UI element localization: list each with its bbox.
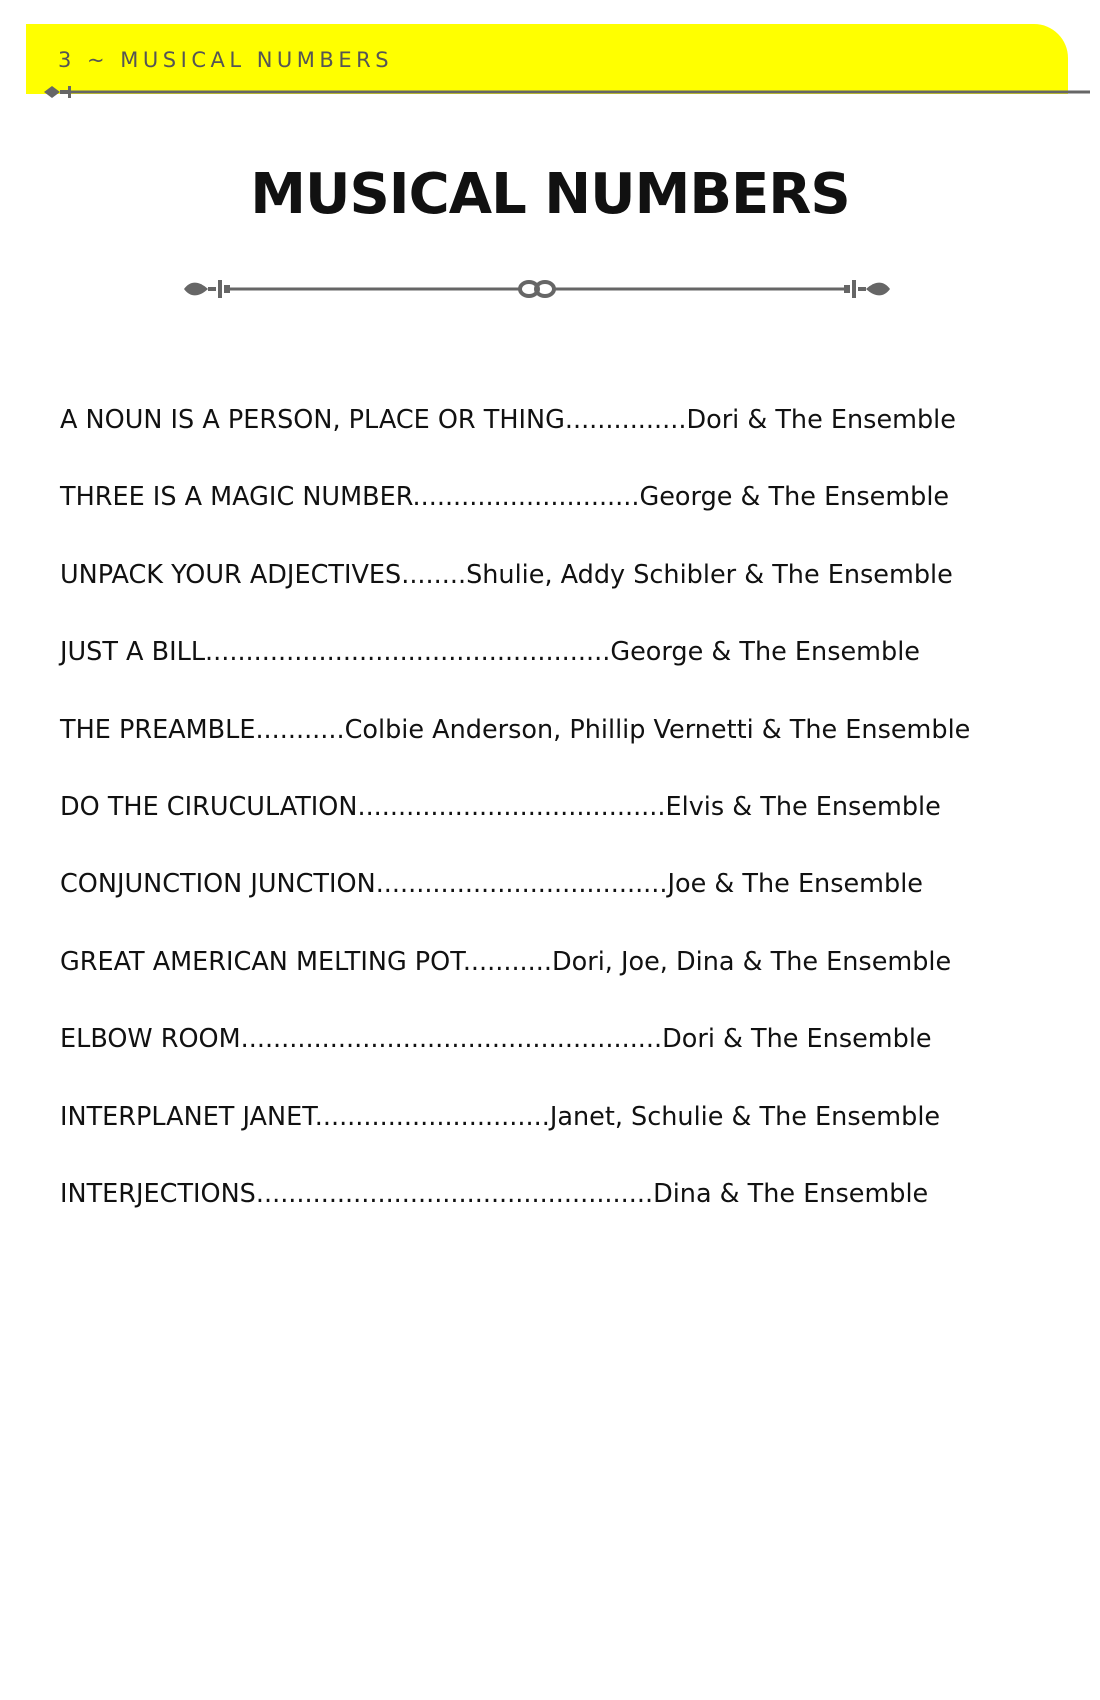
list-item — [60, 1101, 1050, 1182]
song-title: ELBOW ROOM — [60, 1024, 241, 1055]
dot-leader: ...................................... — [357, 791, 666, 822]
song-title: A NOUN IS A PERSON, PLACE OR THING — [60, 405, 565, 435]
song-title: DO THE CIRUCULATION — [60, 791, 358, 822]
list-item — [60, 559, 1050, 640]
performers: Dina & The Ensemble — [653, 1178, 929, 1209]
song-title: THREE IS A MAGIC NUMBER — [60, 482, 413, 513]
performers: George & The Ensemble — [639, 482, 950, 513]
performers: Janet, Schulie & The Ensemble — [549, 1101, 941, 1132]
list-item — [60, 1024, 1050, 1104]
performers: Dori, Joe, Dina & The Ensemble — [551, 946, 952, 977]
list-item — [60, 405, 1050, 485]
performers: Joe & The Ensemble — [667, 869, 923, 900]
list-item — [60, 791, 1050, 872]
dot-leader: ............... — [564, 405, 687, 435]
header-rule-ornament — [44, 84, 1090, 100]
dot-leader: ........... — [462, 946, 552, 977]
page-title: MUSICAL NUMBERS — [250, 162, 850, 227]
dot-leader: ........... — [255, 714, 345, 745]
performers: Colbie Anderson, Phillip Vernetti & The Ensemble — [344, 714, 971, 745]
dot-leader: ............................ — [412, 482, 640, 513]
song-title: CONJUNCTION JUNCTION — [60, 869, 376, 900]
musical-numbers-list — [60, 405, 1050, 1259]
song-title: INTERPLANET JANET — [60, 1101, 315, 1132]
dot-leader: .................................... — [375, 869, 668, 900]
dot-leader: ........ — [401, 559, 467, 590]
dot-leader: .................................................... — [240, 1024, 663, 1055]
song-title: INTERJECTIONS — [60, 1178, 256, 1209]
list-item — [60, 946, 1050, 1027]
performers: Dori & The Ensemble — [686, 405, 956, 435]
song-title: GREAT AMERICAN MELTING POT — [60, 946, 463, 977]
dot-leader: ............................. — [314, 1101, 550, 1132]
dot-leader: .................................................. — [205, 637, 611, 668]
list-item — [60, 1178, 1050, 1259]
song-title: THE PREAMBLE — [60, 714, 256, 745]
running-header: 3 ~ MUSICAL NUMBERS — [58, 48, 394, 72]
song-title: JUST A BILL — [60, 637, 206, 668]
dot-leader: ................................................. — [255, 1178, 654, 1209]
title-divider-ornament — [184, 276, 890, 302]
performers: Dori & The Ensemble — [662, 1024, 932, 1055]
list-item — [60, 637, 1050, 717]
performers: Shulie, Addy Schibler & The Ensemble — [466, 559, 953, 590]
list-item — [60, 714, 1050, 795]
list-item — [60, 869, 1050, 949]
performers: George & The Ensemble — [610, 637, 920, 668]
performers: Elvis & The Ensemble — [665, 791, 941, 822]
song-title: UNPACK YOUR ADJECTIVES — [60, 559, 402, 590]
list-item — [60, 482, 1050, 562]
